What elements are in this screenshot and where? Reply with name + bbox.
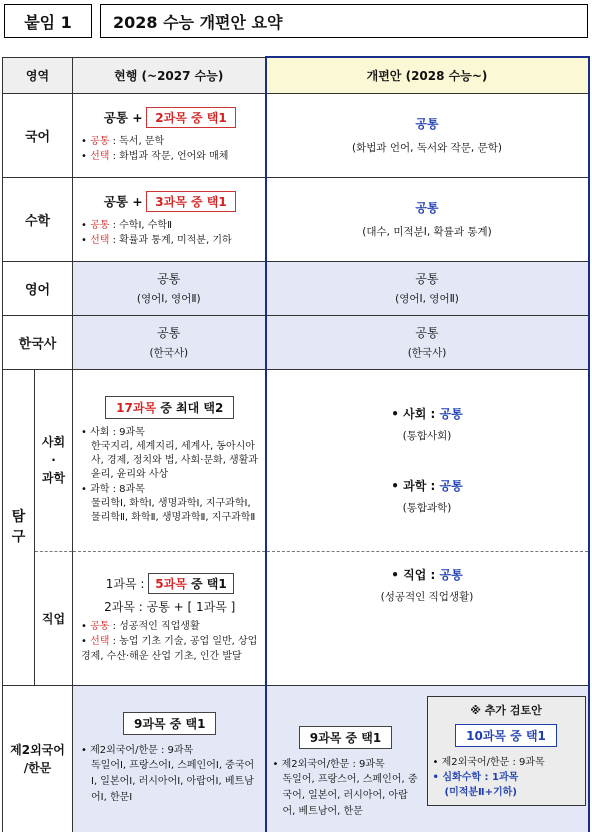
inquiry-cur-box: 17과목 중 최대 택2 bbox=[105, 396, 234, 419]
row-math bbox=[3, 177, 589, 261]
page-title: 2028 수능 개편안 요약 bbox=[100, 4, 588, 38]
table-header-row bbox=[3, 57, 589, 93]
second-cur-head: • 제2외국어/한문 : 9과목 bbox=[81, 745, 194, 756]
korean-current bbox=[73, 93, 266, 177]
extra-head: • 제2외국어/한문 : 9과목 bbox=[432, 756, 545, 768]
inquiry-cur-science-head: • 과학 : 8과목 bbox=[81, 483, 145, 495]
row-second-lang bbox=[3, 685, 589, 832]
inquiry-cur-social-list: 한국지리, 세계지리, 세계사, 동아시아사, 경제, 정치와 법, 사회·문화, 생활과 윤리, 윤리와 사상 bbox=[91, 440, 259, 480]
extra-review-box bbox=[427, 696, 586, 806]
extra-box: 10과목 중 택1 bbox=[455, 724, 557, 747]
comparison-table bbox=[2, 56, 590, 832]
korean-cur-prefix: 공통 + bbox=[103, 109, 143, 125]
math-new bbox=[266, 177, 589, 261]
attachment-label: 붙임 1 bbox=[4, 4, 92, 38]
job-new-sub: (성공적인 직업생활) bbox=[380, 590, 474, 603]
history-new: 공통 (한국사) bbox=[266, 315, 589, 369]
second-lang-new bbox=[266, 685, 589, 832]
inquiry-social-current bbox=[73, 369, 266, 551]
second-new-head: • 제2외국어/한문 : 9과목 bbox=[272, 758, 385, 770]
area-history: 한국사 bbox=[3, 315, 73, 369]
korean-cur-select: • 선택 : 화법과 작문, 언어와 매체 bbox=[81, 150, 229, 162]
inquiry-cur-science-list: 물리학Ⅰ, 화학Ⅰ, 생명과학Ⅰ, 지구과학Ⅰ, 물리학Ⅱ, 화학Ⅱ, 생명과학Ⅱ, 지구과학Ⅱ bbox=[91, 497, 256, 523]
row-inquiry-social bbox=[3, 369, 589, 551]
korean-new bbox=[266, 93, 589, 177]
second-cur-box: 9과목 중 택1 bbox=[123, 712, 216, 735]
korean-new-sub: (화법과 언어, 독서와 작문, 문학) bbox=[352, 142, 502, 154]
row-english bbox=[3, 261, 589, 315]
inquiry-job-current bbox=[73, 551, 266, 685]
inquiry-job-new bbox=[266, 551, 589, 685]
area-second-lang: 제2외국어 /한문 bbox=[3, 685, 73, 832]
second-new-list: 독일어, 프랑스어, 스페인어, 중국어, 일본어, 러시아어, 아랍어, 베트남어, 한문 bbox=[282, 773, 418, 817]
job-cur-common: • 공통 : 성공적인 직업생활 bbox=[81, 620, 200, 632]
area-math: 수학 bbox=[3, 177, 73, 261]
inquiry-social-label: 사회 · 과학 bbox=[35, 369, 73, 551]
inquiry-cur-social-head: • 사회 : 9과목 bbox=[81, 426, 145, 438]
math-new-sub: (대수, 미적분Ⅰ, 확률과 통계) bbox=[362, 226, 492, 238]
extra-adv-sub: (미적분Ⅱ+기하) bbox=[444, 786, 517, 798]
second-lang-current bbox=[73, 685, 266, 832]
math-new-title: 공통 bbox=[415, 201, 439, 215]
row-inquiry-job bbox=[3, 551, 589, 685]
header-new: 개편안 (2028 수능~) bbox=[266, 57, 589, 93]
inquiry-new-social: • 사회 : 공통 bbox=[391, 407, 463, 421]
math-cur-select: • 선택 : 확률과 통계, 미적분, 기하 bbox=[81, 234, 232, 246]
header-area: 영역 bbox=[3, 57, 73, 93]
area-korean: 국어 bbox=[3, 93, 73, 177]
korean-new-title: 공통 bbox=[415, 117, 439, 131]
inquiry-new-science-sub: (통합과학) bbox=[402, 502, 452, 514]
header-current: 현행 (~2027 수능) bbox=[73, 57, 266, 93]
job-new-title: • 직업 : 공통 bbox=[391, 567, 463, 582]
inquiry-new-science: • 과학 : 공통 bbox=[391, 479, 463, 493]
inquiry-social-new bbox=[266, 369, 589, 551]
korean-cur-box: 2과목 중 택1 bbox=[146, 107, 235, 128]
english-current: 공통 (영어Ⅰ, 영어Ⅱ) bbox=[73, 261, 266, 315]
second-cur-list: 독일어Ⅰ, 프랑스어Ⅰ, 스페인어Ⅰ, 중국어Ⅰ, 일본어Ⅰ, 러시아어Ⅰ, 아랍어Ⅰ, 베트남어Ⅰ, 한문Ⅰ bbox=[91, 760, 255, 803]
extra-title: ※ 추가 검토안 bbox=[470, 703, 542, 717]
area-english: 영어 bbox=[3, 261, 73, 315]
korean-cur-common: • 공통 : 독서, 문학 bbox=[81, 135, 165, 147]
math-cur-prefix: 공통 + bbox=[103, 193, 143, 209]
row-korean bbox=[3, 93, 589, 177]
extra-adv: • 심화수학 : 1과목 bbox=[432, 771, 519, 783]
math-cur-box: 3과목 중 택1 bbox=[146, 191, 235, 212]
history-current: 공통 (한국사) bbox=[73, 315, 266, 369]
job-cur-select: • 선택 : 농업 기초 기술, 공업 일반, 상업 경제, 수산·해운 산업 기초, 인간 발달 bbox=[81, 635, 258, 662]
math-current bbox=[73, 177, 266, 261]
inquiry-new-social-sub: (통합사회) bbox=[402, 430, 452, 442]
second-new-box: 9과목 중 택1 bbox=[299, 726, 392, 749]
job-cur-line1: 1과목 : 5과목 중 택1 bbox=[81, 573, 259, 594]
row-history bbox=[3, 315, 589, 369]
inquiry-job-label: 직업 bbox=[35, 551, 73, 685]
math-cur-common: • 공통 : 수학Ⅰ, 수학Ⅱ bbox=[81, 219, 173, 231]
english-new: 공통 (영어Ⅰ, 영어Ⅱ) bbox=[266, 261, 589, 315]
job-cur-line2: 2과목 : 공통 + [ 1과목 ] bbox=[104, 599, 236, 614]
area-inquiry: 탐 구 bbox=[3, 369, 35, 685]
